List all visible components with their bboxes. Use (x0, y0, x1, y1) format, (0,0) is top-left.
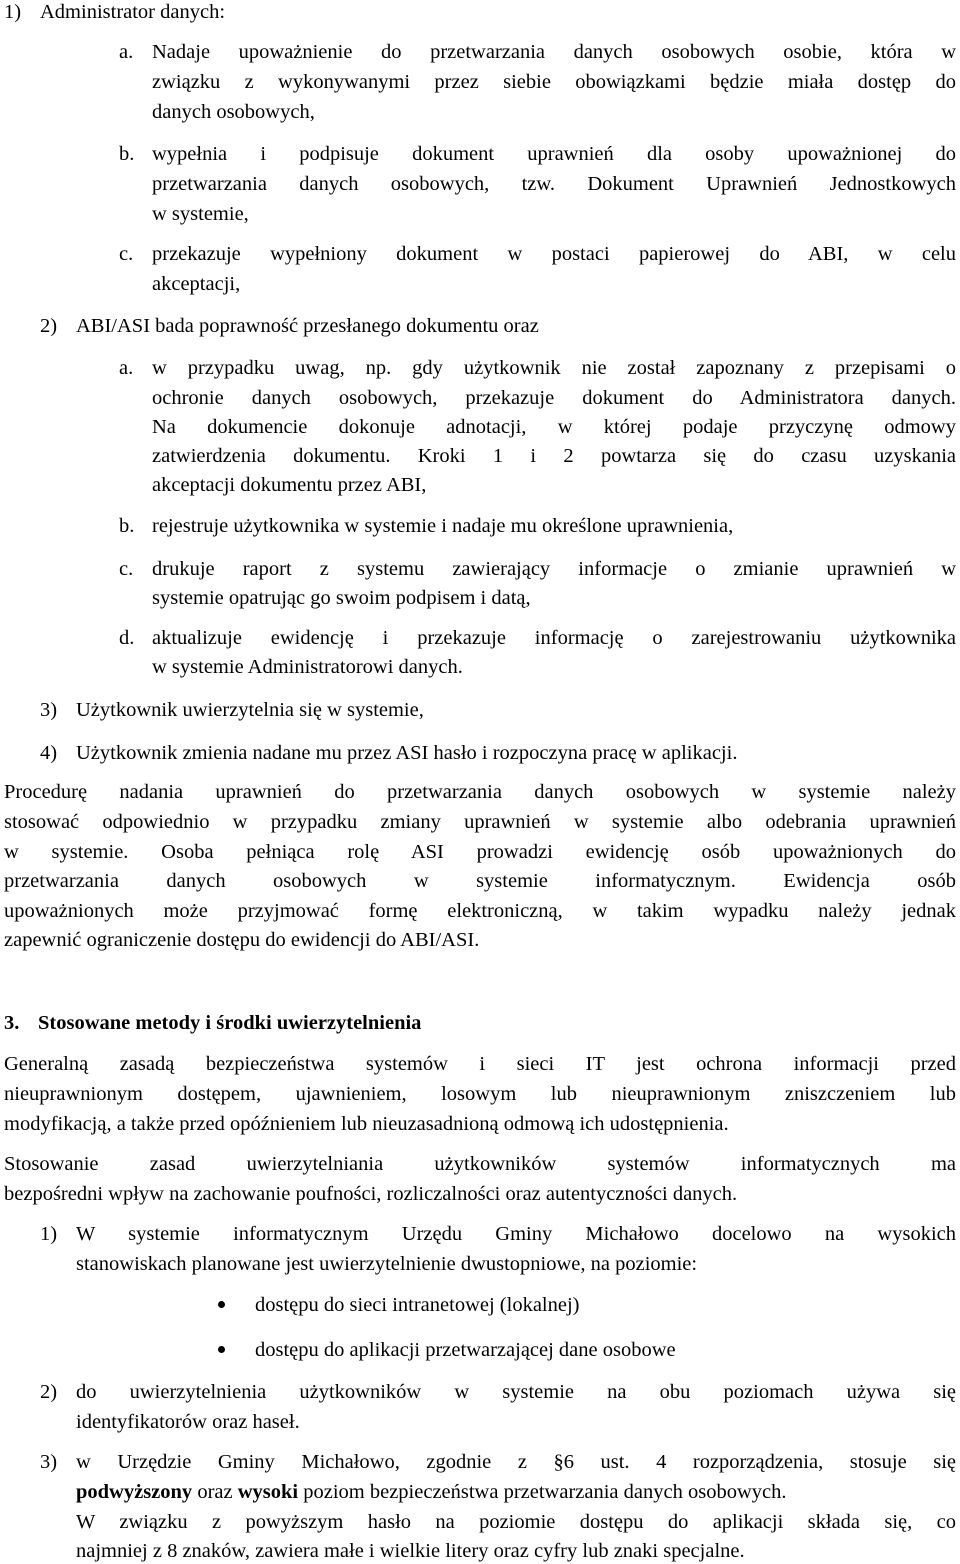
sub-label: a. (119, 357, 134, 379)
text-line: Użytkownik zmienia nadane mu przez ASI hasło i rozpoczyna pracę w aplikacji. (76, 742, 738, 764)
sub-label: b. (119, 515, 135, 537)
text-line: systemie opatrując go swoim podpisem i datą, (152, 587, 531, 609)
text-line: do uwierzytelnienia użytkowników w systemie na obu poziomach używa się (76, 1381, 956, 1403)
bullet-icon (218, 1301, 225, 1308)
text-line: akceptacji, (152, 273, 241, 295)
text-line: związku z wykonywanymi przez siebie obowiązkami będzie miała dostęp do (152, 71, 956, 93)
list-number: 1) (40, 1223, 58, 1245)
section-number: 3. (4, 1012, 20, 1034)
list-number: 2) (40, 315, 58, 337)
text-line: identyfikatorów oraz haseł. (76, 1411, 300, 1433)
text-line: Nadaje upoważnienie do przetwarzania danych osobowych osobie, która w (152, 41, 956, 63)
text-line: podwyższony oraz wysoki poziom bezpieczeństwa przetwarzania danych osobowych. (76, 1481, 787, 1503)
bullet-icon (218, 1346, 225, 1353)
paragraph-line: przetwarzania danych osobowych w systemie informatycznym. Ewidencja osób (4, 870, 956, 892)
paragraph-line: zapewnić ograniczenie dostępu do ewidencji do ABI/ASI. (4, 929, 480, 951)
text-line: przetwarzania danych osobowych, tzw. Dokument Uprawnień Jednostkowych (152, 173, 956, 195)
text-line: przekazuje wypełniony dokument w postaci papierowej do ABI, w celu (152, 243, 956, 265)
section-title: Stosowane metody i środki uwierzytelnienia (38, 1012, 422, 1034)
list-number: 3) (40, 1451, 58, 1473)
text-line: rejestruje użytkownika w systemie i nadaje mu określone uprawnienia, (152, 515, 734, 537)
text-line: Użytkownik uwierzytelnia się w systemie, (76, 699, 424, 721)
bullet-text: dostępu do aplikacji przetwarzającej dane osobowe (255, 1339, 676, 1361)
sub-label: d. (119, 627, 135, 649)
paragraph-line: w systemie. Osoba pełniąca rolę ASI prowadzi ewidencję osób upoważnionych do (4, 841, 956, 863)
list-item-title: Administrator danych: (40, 1, 226, 23)
text-line: stanowiskach planowane jest uwierzytelnienie dwustopniowe, na poziomie: (76, 1253, 698, 1275)
text-line: wypełnia i podpisuje dokument uprawnień dla osoby upoważnionej do (152, 143, 956, 165)
text-line: aktualizuje ewidencję i przekazuje informację o zarejestrowaniu użytkownika (152, 627, 956, 649)
paragraph-line: modyfikacją, a także przed opóźnieniem lub nieuzasadnioną odmową ich udostępnienia. (4, 1113, 729, 1135)
text-line: zatwierdzenia dokumentu. Kroki 1 i 2 powtarza się do czasu uzyskania (152, 445, 956, 467)
paragraph-line: bezpośredni wpływ na zachowanie poufności, rozliczalności oraz autentyczności danych. (4, 1183, 738, 1205)
text-line: Na dokumencie dokonuje adnotacji, w której podaje przyczynę odmowy (152, 416, 956, 438)
paragraph-line: Generalną zasadą bezpieczeństwa systemów i sieci IT jest ochrona informacji przed (4, 1053, 956, 1075)
paragraph-line: stosować odpowiednio w przypadku zmiany uprawnień w systemie albo odebrania uprawnień (4, 811, 956, 833)
sub-label: a. (119, 41, 134, 63)
sub-label: c. (119, 558, 134, 580)
paragraph-line: upoważnionych może przyjmować formę elektroniczną, w takim wypadku należy jednak (4, 900, 956, 922)
text-line: W systemie informatycznym Urzędu Gminy Michałowo docelowo na wysokich (76, 1223, 956, 1245)
paragraph-line: nieuprawnionym dostępem, ujawnieniem, losowym lub nieuprawnionym zniszczeniem lub (4, 1083, 956, 1105)
list-number: 3) (40, 699, 58, 721)
bullet-text: dostępu do sieci intranetowej (lokalnej) (255, 1294, 580, 1316)
text-line: drukuje raport z systemu zawierający informacje o zmianie uprawnień w (152, 558, 956, 580)
sub-label: c. (119, 243, 134, 265)
text-line: najmniej z 8 znaków, zawiera małe i wielkie litery oraz cyfry lub znaki specjalne. (76, 1540, 745, 1562)
bold-term: wysoki (237, 1481, 299, 1503)
sub-label: b. (119, 143, 135, 165)
text-line: W związku z powyższym hasło na poziomie dostępu do aplikacji składa się, co (76, 1511, 956, 1533)
text-line: w przypadku uwag, np. gdy użytkownik nie został zapoznany z przepisami o (152, 357, 956, 379)
text-line: w Urzędzie Gminy Michałowo, zgodnie z §6 ust. 4 rozporządzenia, stosuje się (76, 1451, 956, 1473)
list-number: 4) (40, 742, 58, 764)
text-line: danych osobowych, (152, 101, 315, 123)
list-item-title: ABI/ASI bada poprawność przesłanego dokumentu oraz (76, 315, 539, 337)
text-line: w systemie Administratorowi danych. (152, 656, 463, 678)
list-number: 1) (4, 1, 22, 23)
paragraph-line: Stosowanie zasad uwierzytelniania użytkowników systemów informatycznych ma (4, 1153, 956, 1175)
paragraph-line: Procedurę nadania uprawnień do przetwarzania danych osobowych w systemie należy (4, 781, 956, 803)
list-number: 2) (40, 1381, 58, 1403)
text-line: ochronie danych osobowych, przekazuje dokument do Administratora danych. (152, 387, 956, 409)
bold-term: podwyższony (76, 1481, 193, 1503)
text-line: akceptacji dokumentu przez ABI, (152, 474, 427, 496)
text-line: w systemie, (152, 203, 249, 225)
